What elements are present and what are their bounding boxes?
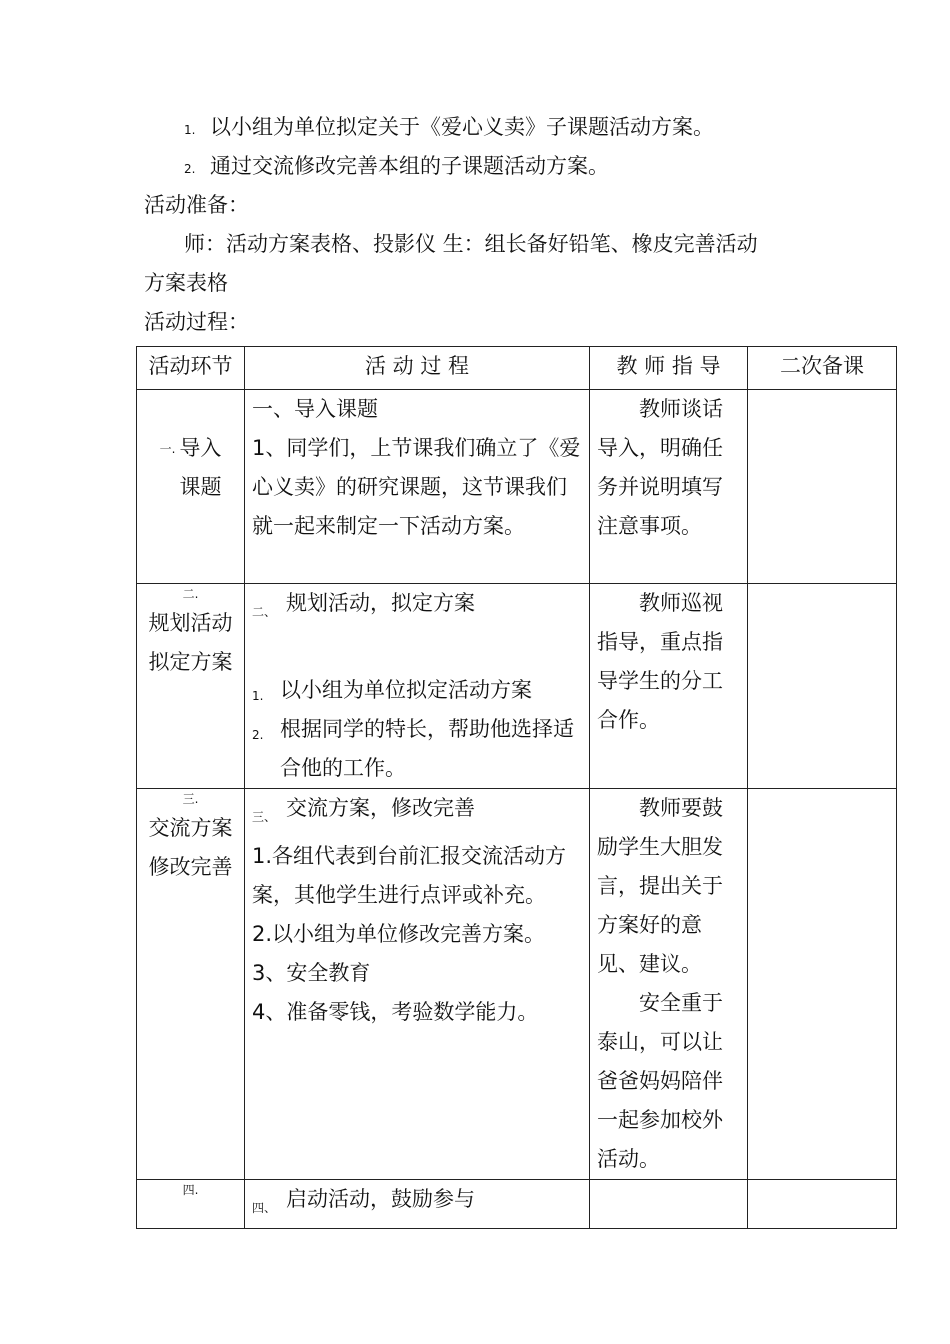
step-paragraph-3: 3、安全教育 (252, 961, 371, 985)
stage-label-line-2: 拟定方案 (148, 650, 233, 674)
stage-cell (137, 789, 245, 1180)
guidance-cell (590, 789, 748, 1180)
prep-line-1: 师：活动方案表格、投影仪 生：组长备好铅笔、橡皮完善活动 (184, 232, 758, 256)
step-title-text: 规划活动，拟定方案 (286, 591, 476, 615)
objective-2-number: 2. (184, 162, 196, 176)
stage-cell (137, 584, 245, 789)
step-title-number: 三、 (252, 810, 277, 824)
objective-1-number: 1. (184, 123, 196, 137)
process-cell (245, 1180, 590, 1229)
list-item (252, 671, 582, 710)
step-title (252, 789, 582, 837)
objective-2-text: 通过交流修改完善本组的子课题活动方案。 (210, 154, 609, 178)
process-heading: 活动过程： (144, 310, 249, 334)
guidance-text: 教师谈话导入，明确任务并说明填写注意事项。 (597, 397, 723, 538)
stage-number: 一. (159, 441, 176, 456)
second-prep-cell (748, 390, 897, 584)
guidance-cell (590, 390, 748, 584)
process-cell (245, 789, 590, 1180)
objective-1-text: 以小组为单位拟定关于《爱心义卖》子课题活动方案。 (210, 115, 714, 139)
activity-table (136, 346, 897, 1229)
process-cell (245, 584, 590, 789)
list-item-text: 以小组为单位拟定活动方案 (280, 678, 532, 702)
step-title (252, 584, 582, 632)
guidance-text-1: 教师要鼓励学生大胆发言，提出关于方案好的意见、建议。 (597, 796, 723, 976)
second-prep-cell (748, 789, 897, 1180)
guidance-text: 教师巡视指导，重点指导学生的分工合作。 (597, 591, 723, 732)
header-guidance: 教 师 指 导 (590, 347, 748, 390)
header-process: 活 动 过 程 (245, 347, 590, 390)
step-title-text: 启动活动，鼓励参与 (286, 1187, 476, 1211)
table-header-row (137, 347, 897, 390)
stage-label-line-1: 交流方案 (148, 816, 233, 840)
step-paragraph-2: 2.以小组为单位修改完善方案。 (252, 922, 546, 946)
stage-cell (137, 1180, 245, 1229)
stage-label-line-2: 课题 (179, 475, 222, 499)
second-prep-cell (748, 1180, 897, 1229)
guidance-text-2: 安全重于泰山，可以让爸爸妈妈陪伴一起参加校外活动。 (597, 991, 723, 1171)
step-title: 一、导入课题 (252, 397, 378, 421)
prep-line-2: 方案表格 (144, 271, 228, 295)
second-prep-cell (748, 584, 897, 789)
stage-label-line-1: 规划活动 (148, 611, 233, 635)
guidance-cell (590, 1180, 748, 1229)
step-paragraph-4: 4、准备零钱，考验数学能力。 (252, 1000, 539, 1024)
list-item-text: 根据同学的特长，帮助他选择适合他的工作。 (280, 717, 574, 780)
table-row (137, 789, 897, 1180)
guidance-cell (590, 584, 748, 789)
header-stage: 活动环节 (137, 347, 245, 390)
step-title-number: 二、 (252, 605, 277, 619)
stage-label-line-2: 修改完善 (148, 855, 233, 879)
list-item (252, 710, 582, 788)
header-second-prep: 二次备课 (748, 347, 897, 390)
process-cell (245, 390, 590, 584)
step-paragraph-1: 1.各组代表到台前汇报交流活动方案，其他学生进行点评或补充。 (252, 844, 567, 907)
stage-number: 三. (182, 792, 199, 806)
list-item-number: 1. (252, 689, 264, 703)
stage-cell (137, 390, 245, 584)
step-body: 1、同学们，上节课我们确立了《爱心义卖》的研究课题，这节课我们就一起来制定一下活动方案。 (252, 436, 581, 538)
step-title (252, 1180, 582, 1228)
table-row (137, 390, 897, 584)
table-row (137, 584, 897, 789)
step-title-number: 四、 (252, 1201, 277, 1215)
objective-1 (184, 108, 714, 147)
stage-number: 二. (182, 587, 199, 601)
list-item-number: 2. (252, 728, 264, 742)
stage-label-line-1: 导入 (179, 436, 222, 460)
step-title-text: 交流方案，修改完善 (286, 796, 476, 820)
objective-2 (184, 147, 609, 186)
prep-heading: 活动准备： (144, 193, 249, 217)
table-row (137, 1180, 897, 1229)
stage-number: 四. (182, 1183, 199, 1197)
